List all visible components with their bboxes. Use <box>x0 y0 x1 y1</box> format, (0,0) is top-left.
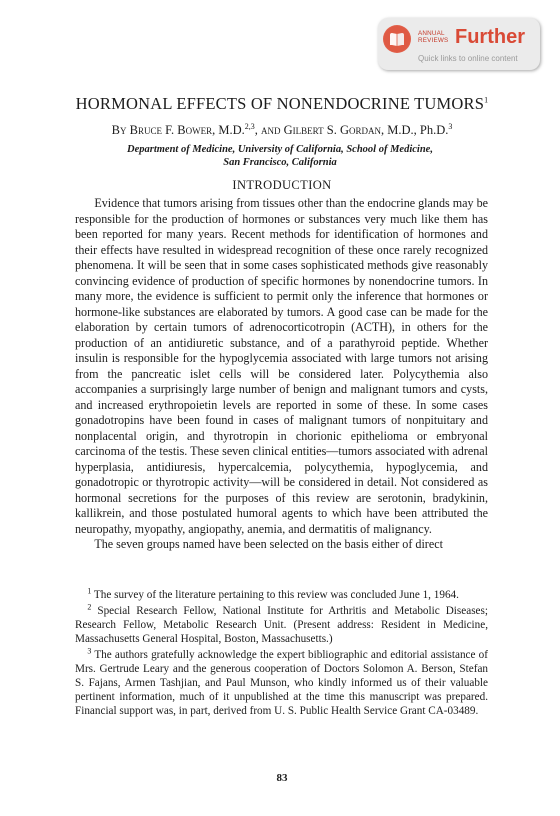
footnote-mark: 3 <box>87 646 92 656</box>
affiliation-line-1: Department of Medicine, University of California, School of Medicine, <box>127 144 433 155</box>
section-heading: INTRODUCTION <box>232 178 332 192</box>
footnote-mark: 2 <box>87 602 92 612</box>
paragraph: Evidence that tumors arising from tissues other than the endocrine glands may be responsible for the production of hormones or substances very much like them has been reported for many years. Recent methods for identification of hormones and their effects have resulted in widespread recognition of these once rarely recognized phenomena. It will be seen that in some cases sophisticated methods give reasonably convincing evidence of production of specific hormones by nonendocrine tumors. In many more, the evidence is sufficient to permit only the inference that hormones or hormone-like substances are elaborated by tumors. A good case can be made for the elaboration by certain tumors of adrenocorticotropin (ACTH), in others for the production of an antidiuretic substance, and of a parathyroid peptide. Whether insulin is responsible for the hypoglycemia associated with large tumors not arising from the pancreatic islet cells will be considered later. Polycythemia also accompanies a surprisingly large number of benign and malignant tumors and cysts, and increased erythropoietin levels are reported in some of these. In some cases gonadotropins have been found in cases of malignant tumors of nonpituitary and nonplacental origin, and thyrotropin in chorionic epithelioma or embryonal carcinoma of the testis. These seven clinical entities—tumors associated with adrenal hyperplasia, antidiuresis, hypercalcemia, polycythemia, hypoglycemia, and gonadotropic or thyrotropic activity—will be considered in detail. Not considered as hormonal secretions for the purposes of this review are serotonin, bradykinin, kallikrein, and those postulated humoral agents to which have been attributed the neuropathy, myopathy, angiopathy, anemia, and dermatitis of malignancy. <box>75 196 488 536</box>
footnote-text: The authors gratefully acknowledge the expert bibliographic and editorial assistance of Mrs. Gertrude Leary and the generous cooperation of Doctors Solomon A. Berson, Stefan S. Fajans, Armen Tashjian, and Paul Munson, who kindly informed us of their valuable pertinent information, much of it unpublished at the time this manuscript was prepared. Financial support was, in part, derived from U. S. Public Health Service Grant CA-03489. <box>75 649 488 717</box>
badge-reviews-text: REVIEWS <box>418 37 449 44</box>
title-footnote-mark[interactable]: 1 <box>484 95 489 105</box>
author-2-degree: M.D., Ph.D. <box>384 123 449 137</box>
affiliation <box>100 143 460 169</box>
badge-subtitle: Quick links to online content <box>418 54 518 63</box>
author-1-degree: M.D. <box>215 123 245 137</box>
footnote-mark: 1 <box>87 586 92 596</box>
author-2-footnote-mark[interactable]: 3 <box>448 121 453 131</box>
badge-further-text: Further <box>455 26 525 48</box>
annual-reviews-wordmark <box>418 30 448 44</box>
badge-annual-text: ANNUAL <box>418 30 445 37</box>
body-text <box>75 196 488 553</box>
article-title-text: HORMONAL EFFECTS OF NONENDOCRINE TUMORS <box>75 94 485 113</box>
article-title <box>72 94 492 114</box>
annual-reviews-logo-icon <box>383 25 411 53</box>
affiliation-line-2: San Francisco, California <box>223 157 337 168</box>
author-1-footnote-marks[interactable]: 2,3 <box>244 121 255 131</box>
and-label: , and <box>254 123 281 137</box>
author-2-name: Gilbert S. Gordan, <box>283 123 385 137</box>
by-label: By <box>111 123 127 137</box>
footnotes <box>75 588 488 720</box>
footnote <box>75 588 488 602</box>
footnote-text: The survey of the literature pertaining to this review was concluded June 1, 1964. <box>91 589 459 601</box>
footnote <box>75 648 488 718</box>
author-1-name: Bruce F. Bower, <box>129 123 216 137</box>
footnote-text: Special Research Fellow, National Institute for Arthritis and Metabolic Diseases; Research Fellow, Metabolic Research Unit. (Present address: Resident in Medicine, Massachusetts General Hospital, Boston, Massachusetts.) <box>75 605 488 645</box>
author-line <box>72 123 492 138</box>
further-online-content-link[interactable] <box>378 18 540 70</box>
page-number: 83 <box>276 772 288 784</box>
footnote <box>75 604 488 646</box>
paragraph: The seven groups named have been selected on the basis either of direct <box>94 537 443 551</box>
